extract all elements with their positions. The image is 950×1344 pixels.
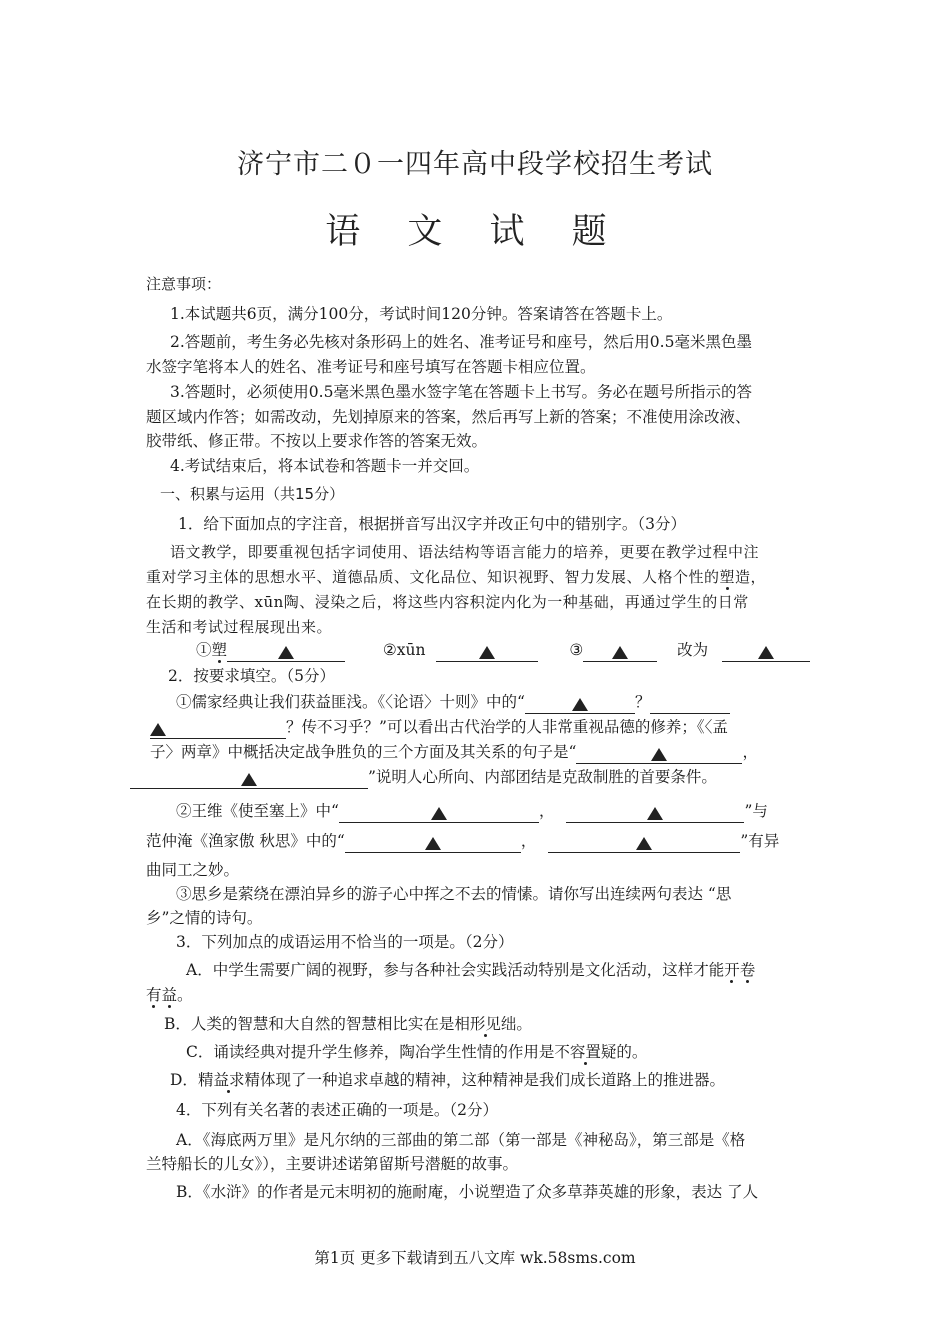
triangle-icon bbox=[431, 807, 447, 820]
answer-label-1: ① bbox=[196, 641, 212, 659]
dotted-idiom: 精益求精 bbox=[197, 1071, 260, 1089]
fill-blank[interactable] bbox=[566, 802, 744, 823]
q2-text: ， bbox=[520, 832, 537, 850]
fill-blank[interactable] bbox=[339, 802, 539, 823]
notice-item-3-line-3: 胶带纸、修正带。不按以上要求作答的答案无效。 bbox=[146, 432, 488, 450]
answer-blank-2[interactable] bbox=[436, 641, 538, 662]
triangle-icon bbox=[425, 837, 441, 850]
triangle-icon bbox=[758, 646, 774, 659]
notice-heading: 注意事项： bbox=[146, 275, 222, 293]
q2-text: ， bbox=[538, 802, 555, 820]
q2-1-line-3 bbox=[150, 740, 758, 764]
exam-subtitle: 语 文 试 题 bbox=[325, 212, 625, 252]
q1-passage-line-2 bbox=[146, 565, 766, 589]
q1-passage-line-3: 在长期的教学、xūn陶、浸染之后，将这些内容积淀内化为一种基础，再通过学生的日常 bbox=[146, 593, 749, 611]
fill-blank[interactable] bbox=[345, 832, 521, 853]
section-1-heading: 一、积累与运用（共15分） bbox=[160, 485, 345, 503]
q3-option-a-line-1 bbox=[186, 958, 755, 982]
fill-blank[interactable] bbox=[576, 743, 742, 764]
passage-text: 重对学习主体的思想水平、道德品质、文化品位、知识视野、智力发展、人格个性的 bbox=[146, 568, 720, 586]
notice-item-1: 1.本试题共6页，满分100分，考试时间120分钟。答案请答在答题卡上。 bbox=[170, 305, 673, 323]
q4-option-a-line-1: A．《海底两万里》是凡尔纳的三部曲的第二部（第一部是《神秘岛》，第三部是《格 bbox=[176, 1131, 746, 1149]
q2-text: ， bbox=[742, 743, 758, 761]
q2-3-line-2: 乡”之情的诗句。 bbox=[146, 909, 263, 927]
option-text: 体现了一种追求卓越的精神，这种精神是我们成长道路上的推进器。 bbox=[259, 1071, 725, 1089]
q2-text: ②王维《使至塞上》中“ bbox=[176, 802, 339, 820]
question-4-stem: 4．下列有关名著的表述正确的一项是。（2分） bbox=[176, 1101, 498, 1119]
dotted-idiom: 不容置疑 bbox=[554, 1043, 617, 1061]
q4-option-a-line-2: 兰特船长的儿女》），主要讲述诺第留斯号潜艇的故事。 bbox=[146, 1155, 519, 1173]
question-1-stem: 1．给下面加点的字注音，根据拼音写出汉字并改正句中的错别字。（3分） bbox=[178, 515, 686, 533]
dotted-char: 开 bbox=[724, 961, 740, 979]
q2-2-line-3: 曲同工之妙。 bbox=[146, 861, 240, 879]
option-text: 的。 bbox=[616, 1043, 648, 1061]
dotted-char: 卷 bbox=[739, 961, 756, 979]
notice-item-4: 4.考试结束后，将本试卷和答题卡一并交回。 bbox=[170, 457, 480, 475]
option-text: 。 bbox=[516, 1015, 532, 1033]
q3-option-d bbox=[170, 1068, 725, 1092]
q2-text: ？传不习乎？”可以看出古代治学的人非常重视品德的修养；《〈孟 bbox=[286, 718, 728, 736]
answer-label-3: ③ bbox=[569, 641, 584, 659]
q1-passage-line-4: 生活和考试过程展现出来。 bbox=[146, 618, 333, 636]
q2-text: ”有异 bbox=[740, 832, 780, 850]
q3-option-b bbox=[164, 1012, 532, 1036]
triangle-icon bbox=[636, 837, 652, 850]
q3-option-c bbox=[186, 1040, 647, 1064]
q2-1-line-2 bbox=[150, 715, 728, 739]
question-2-stem: 2．按要求填空。（5分） bbox=[168, 667, 335, 685]
answer-label-2: ②xūn bbox=[382, 641, 426, 659]
q2-text: ”与 bbox=[744, 802, 768, 820]
triangle-icon bbox=[241, 773, 257, 786]
option-text: C．诵读经典对提升学生修养，陶冶学生性情的作用是 bbox=[186, 1043, 555, 1061]
triangle-icon bbox=[479, 646, 495, 659]
q1-passage-line-1: 语文教学，即要重视包括字词使用、语法结构等语言能力的培养，更要在教学过程中注 bbox=[170, 543, 760, 561]
page-footer: 第1页 更多下载请到五八文库 wk.58sms.com bbox=[314, 1249, 636, 1267]
notice-item-2-line-1: 2.答题前，考生务必先核对条形码上的姓名、准考证号和座号，然后用0.5毫米黑色墨 bbox=[170, 333, 752, 351]
q3-option-a-line-2 bbox=[146, 983, 193, 1007]
q2-3-line-1: ③思乡是萦绕在漂泊异乡的游子心中挥之不去的情愫。请你写出连续两句表达 “思 bbox=[176, 885, 732, 903]
q2-text: 范仲淹《渔家傲 秋思》中的“ bbox=[146, 832, 345, 850]
q2-2-line-2 bbox=[146, 829, 779, 853]
q2-1-line-1 bbox=[176, 690, 730, 714]
q2-1-line-4 bbox=[130, 765, 717, 789]
notice-item-3-line-1: 3.答题时，必须使用0.5毫米黑色墨水签字笔在答题卡上书写。务必在题号所指示的答 bbox=[170, 383, 752, 401]
triangle-icon bbox=[572, 698, 588, 711]
triangle-icon bbox=[150, 723, 166, 736]
fill-blank[interactable] bbox=[548, 832, 740, 853]
answer-blank-4[interactable] bbox=[722, 641, 810, 662]
triangle-icon bbox=[278, 646, 294, 659]
option-text: A．中学生需要广阔的视野，参与各种社会实践活动特别是文化活动，这样才能 bbox=[186, 961, 725, 979]
dotted-char: 益 bbox=[161, 986, 178, 1004]
answer-blank-3[interactable] bbox=[583, 641, 657, 662]
triangle-icon bbox=[651, 748, 667, 761]
option-text: 。 bbox=[177, 986, 193, 1004]
q2-text: ”说明人心所向、内部团结是克敌制胜的首要条件。 bbox=[368, 768, 717, 786]
dotted-char: 塑 bbox=[719, 568, 736, 586]
exam-title: 济宁市二０一四年高中段学校招生考试 bbox=[237, 149, 713, 180]
dotted-char: 塑 bbox=[211, 641, 228, 659]
fill-blank[interactable] bbox=[130, 768, 368, 789]
fill-blank[interactable] bbox=[525, 693, 635, 714]
q2-text: ？ bbox=[634, 693, 651, 711]
q4-option-b-line-1: B．《水浒》的作者是元末明初的施耐庵，小说塑造了众多草莽英雄的形象，表达 了人 bbox=[176, 1183, 759, 1201]
fill-blank[interactable] bbox=[150, 718, 286, 739]
answer-label-4: 改为 bbox=[677, 641, 709, 659]
notice-item-3-line-2: 题区域内作答；如需改动，先划掉原来的答案，然后再写上新的答案；不准使用涂改液、 bbox=[146, 408, 751, 426]
option-text: D． bbox=[170, 1071, 198, 1089]
passage-text: 造， bbox=[735, 568, 767, 586]
dotted-char: 有 bbox=[146, 986, 162, 1004]
triangle-icon bbox=[612, 646, 628, 659]
notice-item-2-line-2: 水签字笔将本人的姓名、准考证号和座号填写在答题卡相应位置。 bbox=[146, 358, 596, 376]
triangle-icon bbox=[647, 807, 663, 820]
answer-blank-1[interactable] bbox=[227, 641, 345, 662]
dotted-idiom: 相形见绌 bbox=[454, 1015, 517, 1033]
q2-2-line-1 bbox=[176, 799, 768, 823]
q2-text: ①儒家经典让我们获益匪浅。《〈论语〉十则》中的“ bbox=[176, 693, 525, 711]
q1-answer-row bbox=[196, 638, 810, 662]
option-text: B．人类的智慧和大自然的智慧相比实在是 bbox=[164, 1015, 455, 1033]
q2-text: 子〉两章》中概括决定战争胜负的三个方面及其关系的句子是“ bbox=[150, 743, 577, 761]
fill-blank[interactable] bbox=[650, 693, 730, 714]
question-3-stem: 3．下列加点的成语运用不恰当的一项是。（2分） bbox=[176, 933, 514, 951]
